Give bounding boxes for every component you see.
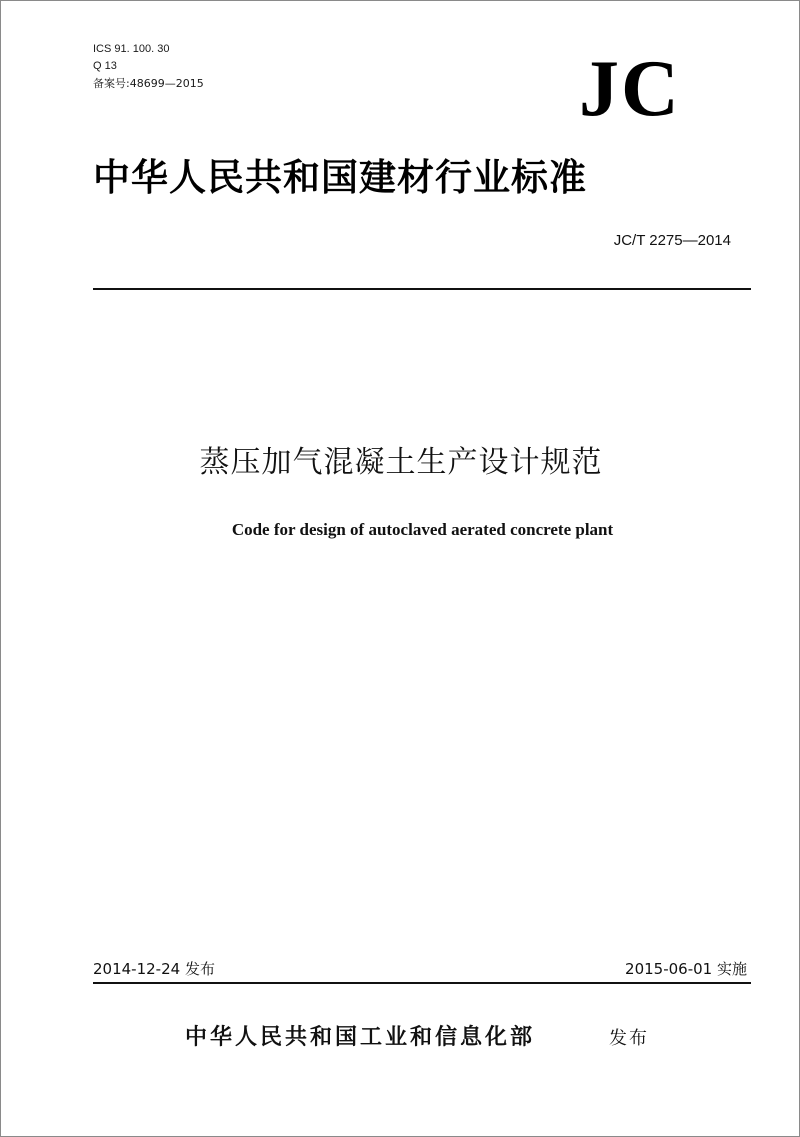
ics-code: ICS 91. 100. 30 — [93, 43, 170, 55]
bottom-divider — [93, 982, 751, 984]
record-number: 备案号:48699—2015 — [93, 77, 204, 90]
issue-date: 2014-12-24 发布 — [93, 960, 215, 978]
classification-block — [93, 41, 204, 92]
document-title-chinese: 蒸压加气混凝土生产设计规范 — [199, 445, 603, 480]
jc-logo-mark: JC — [579, 45, 681, 133]
issue-action-label: 发布 — [609, 1028, 649, 1049]
standard-category-heading: 中华人民共和国建材行业标准 — [93, 156, 587, 199]
issuing-authority: 中华人民共和国工业和信息化部 — [185, 1025, 536, 1050]
ccs-code: Q 13 — [93, 60, 117, 72]
top-divider — [93, 288, 751, 290]
standard-number: JC/T 2275—2014 — [613, 232, 731, 249]
document-title-english: Code for design of autoclaved aerated concrete plant — [231, 520, 614, 539]
implementation-date: 2015-06-01 实施 — [625, 960, 747, 978]
